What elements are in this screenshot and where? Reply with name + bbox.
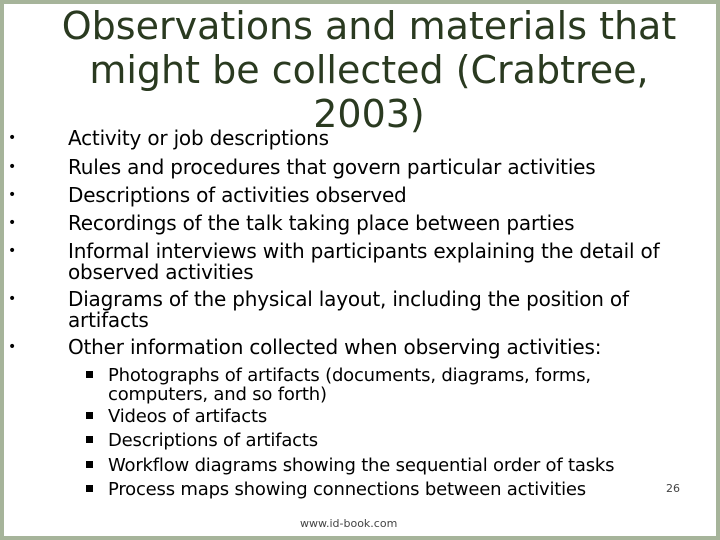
sub-bullet-text: Workflow diagrams showing the sequential order of tasks [108, 455, 615, 476]
bullet-marker: • [7, 159, 17, 175]
bullet-marker: • [7, 130, 17, 146]
square-bullet-icon [86, 371, 93, 378]
bullet-text: Recordings of the talk taking place between parties [68, 211, 575, 235]
bullet-marker: • [7, 339, 17, 355]
footer-url: www.id-book.com [300, 517, 398, 530]
bullet-item [7, 287, 708, 332]
bullet-item [7, 126, 708, 150]
sub-bullet-text: Photographs of artifacts (documents, diagrams, forms, computers, and so forth) [108, 365, 591, 405]
bullet-text: Rules and procedures that govern particular activities [68, 155, 596, 179]
square-bullet-icon [86, 412, 93, 419]
sub-bullet-text: Descriptions of artifacts [108, 430, 318, 451]
bullet-text: Descriptions of activities observed [68, 183, 407, 207]
square-bullet-icon [86, 461, 93, 468]
bullet-marker: • [7, 243, 17, 259]
sub-bullet-text: Videos of artifacts [108, 406, 267, 427]
bullet-text: Other information collected when observing activities: [68, 335, 602, 359]
bullet-text: Diagrams of the physical layout, including the position of artifacts [68, 287, 629, 332]
bullet-item [7, 155, 708, 179]
bullet-text: Informal interviews with participants explaining the detail of observed activities [68, 239, 660, 284]
sub-bullet-text: Process maps showing connections between activities [108, 479, 586, 500]
square-bullet-icon [86, 436, 93, 443]
bullet-item [7, 211, 708, 235]
sub-bullet-item [108, 480, 688, 499]
bullet-marker: • [7, 215, 17, 231]
bullet-marker: • [7, 291, 17, 307]
bullet-item [7, 239, 708, 284]
slide-title: Observations and materials that might be collected (Crabtree, 2003) [61, 4, 677, 136]
sub-bullet-item [108, 366, 688, 404]
bullet-marker: • [7, 187, 17, 203]
sub-bullet-item [108, 431, 688, 450]
square-bullet-icon [86, 485, 93, 492]
bullet-item [7, 183, 708, 207]
sub-bullet-item [108, 407, 688, 426]
bullet-item [7, 335, 708, 359]
bullet-text: Activity or job descriptions [68, 126, 329, 150]
sub-bullet-item [108, 456, 688, 475]
page-number: 26 [666, 482, 680, 495]
